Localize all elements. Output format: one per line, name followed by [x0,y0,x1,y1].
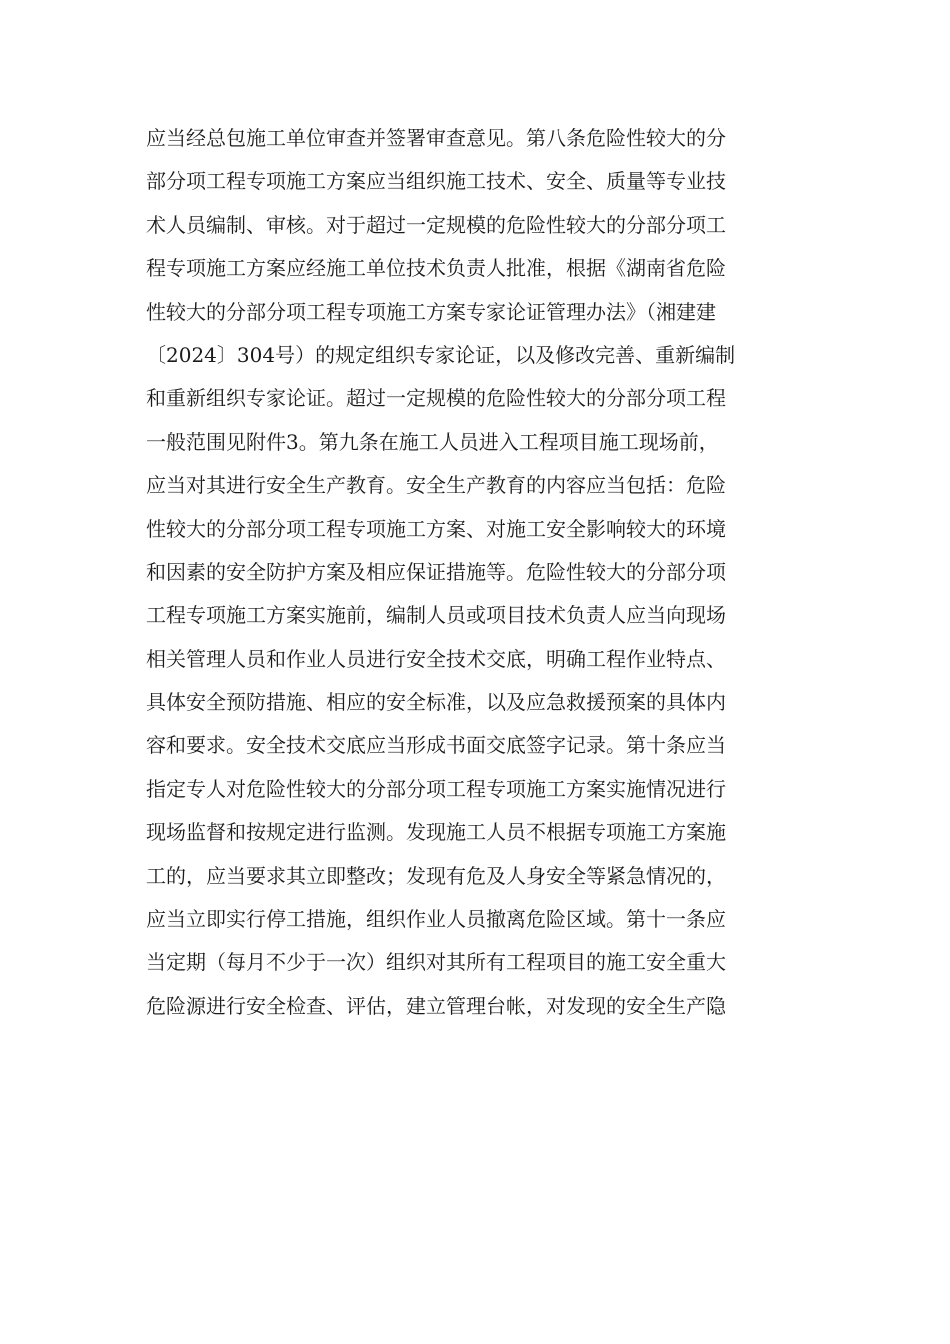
text-line-12: 工程专项施工方案实施前，编制人员或项目技术负责人应当向现场 [146,603,726,628]
text-line-17: 现场监督和按规定进行监测。发现施工人员不根据专项施工方案施 [146,820,726,845]
text-line-10: 性较大的分部分项工程专项施工方案、对施工安全影响较大的环境 [146,516,726,541]
text-line-18: 工的，应当要求其立即整改；发现有危及人身安全等紧急情况的， [146,863,726,888]
text-line-3: 术人员编制、审核。对于超过一定规模的危险性较大的分部分项工 [146,212,726,237]
text-line-8: 一般范围见附件3。第九条在施工人员进入工程项目施工现场前， [146,429,719,454]
text-line-4: 程专项施工方案应经施工单位技术负责人批准，根据《湖南省危险 [146,256,726,281]
text-line-15: 容和要求。安全技术交底应当形成书面交底签字记录。第十条应当 [146,733,726,758]
text-line-14: 具体安全预防措施、相应的安全标准，以及应急救援预案的具体内 [146,690,726,715]
text-line-7: 和重新组织专家论证。超过一定规模的危险性较大的分部分项工程 [146,386,726,411]
text-line-2: 部分项工程专项施工方案应当组织施工技术、安全、质量等专业技 [146,169,726,194]
text-line-20: 当定期（每月不少于一次）组织对其所有工程项目的施工安全重大 [146,950,726,975]
text-line-5: 性较大的分部分项工程专项施工方案专家论证管理办法》（湘建建 [146,299,716,324]
text-line-16: 指定专人对危险性较大的分部分项工程专项施工方案实施情况进行 [146,776,726,801]
text-line-11: 和因素的安全防护方案及相应保证措施等。危险性较大的分部分项 [146,559,726,584]
text-line-6: 〔2024〕304号）的规定组织专家论证，以及修改完善、重新编制 [146,342,736,367]
text-line-1: 应当经总包施工单位审查并签署审查意见。第八条危险性较大的分 [146,126,726,150]
text-line-21: 危险源进行安全检查、评估，建立管理台帐，对发现的安全生产隐 [146,993,726,1018]
text-line-13: 相关管理人员和作业人员进行安全技术交底，明确工程作业特点、 [146,646,726,671]
body-text [146,117,806,1028]
text-line-9: 应当对其进行安全生产教育。安全生产教育的内容应当包括：危险 [146,473,726,498]
text-line-19: 应当立即实行停工措施，组织作业人员撤离危险区域。第十一条应 [146,907,726,932]
